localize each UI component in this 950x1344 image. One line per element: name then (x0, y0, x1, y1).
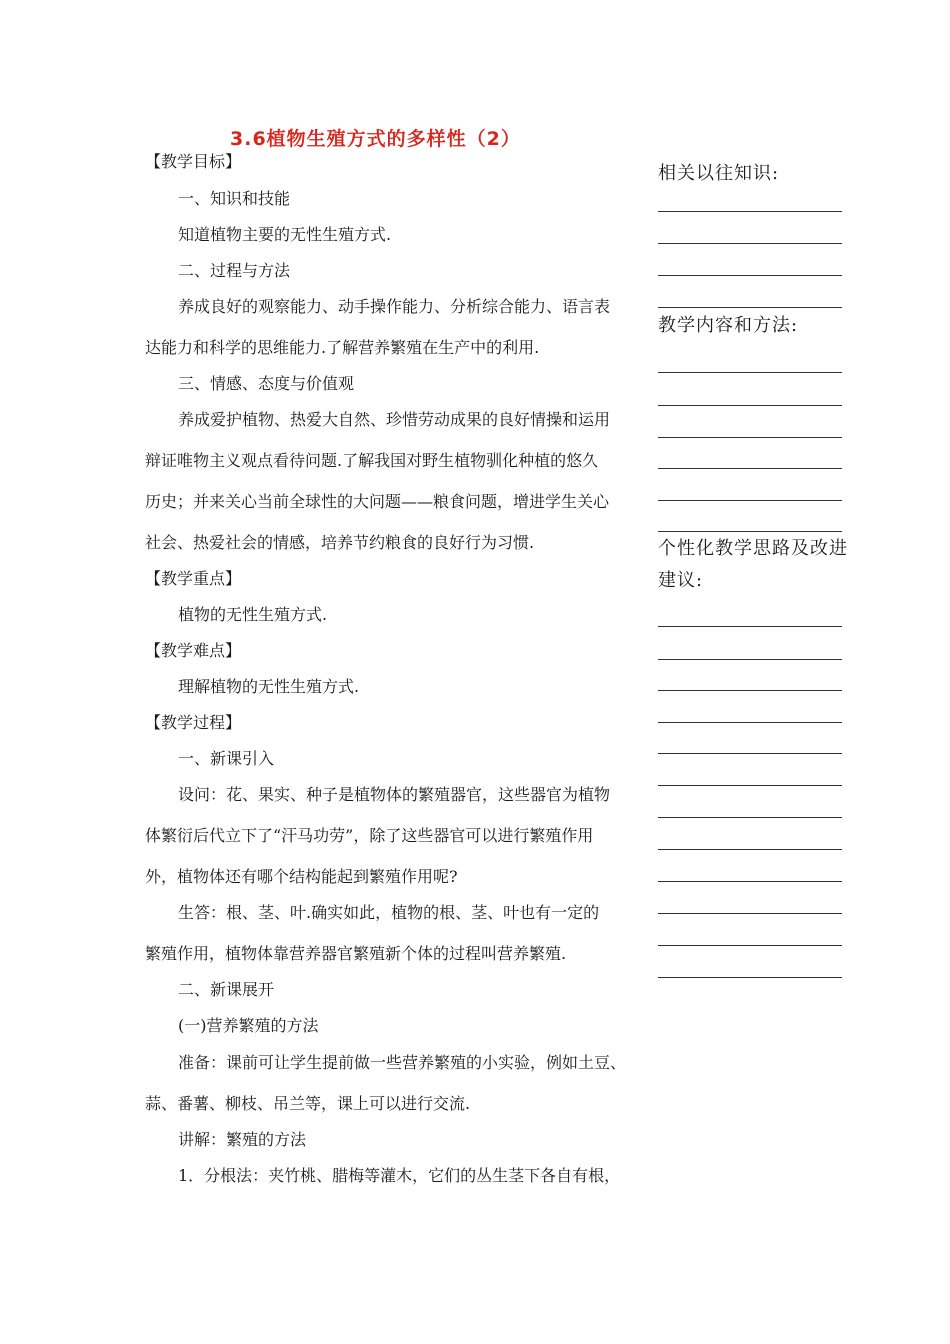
notes-blank-line (658, 372, 842, 373)
text-line: 外，植物体还有哪个结构能起到繁殖作用呢? (145, 867, 458, 886)
text-line: 设问：花、果实、种子是植物体的繁殖器官，这些器官为植物 (178, 785, 611, 804)
notes-blank-line (658, 626, 842, 627)
text-line: 理解植物的无性生殖方式. (178, 677, 360, 696)
text-line: 讲解：繁殖的方法 (178, 1130, 307, 1149)
notes-blank-line (658, 211, 842, 212)
text-line: 【教学难点】 (145, 641, 242, 660)
text-line: 蒜、番薯、柳枝、吊兰等，课上可以进行交流. (145, 1094, 471, 1113)
notes-blank-line (658, 817, 842, 818)
text-line: 准备：课前可让学生提前做一些营养繁殖的小实验，例如土豆、 (178, 1053, 627, 1072)
notes-blank-line (658, 437, 842, 438)
notes-blank-line (658, 500, 842, 501)
text-line: 【教学重点】 (145, 569, 242, 588)
text-line: 达能力和科学的思维能力.了解营养繁殖在生产中的利用. (145, 338, 540, 357)
notes-blank-line (658, 945, 842, 946)
notes-blank-line (658, 405, 842, 406)
prior-knowledge-heading: 相关以往知识: (658, 163, 780, 184)
notes-blank-line (658, 785, 842, 786)
text-line: 生答：根、茎、叶.确实如此，植物的根、茎、叶也有一定的 (178, 903, 600, 922)
text-line: (一)营养繁殖的方法 (178, 1016, 319, 1035)
text-line: 植物的无性生殖方式. (178, 605, 328, 624)
text-line: 二、过程与方法 (178, 261, 291, 280)
personal-ideas-heading-line1: 个性化教学思路及改进 (658, 538, 848, 559)
text-line: 1．分根法：夹竹桃、腊梅等灌木，它们的丛生茎下各自有根， (178, 1166, 621, 1185)
text-line: 社会、热爱社会的情感，培养节约粮食的良好行为习惯. (145, 533, 535, 552)
text-line: 体繁衍后代立下了“汗马功劳”，除了这些器官可以进行繁殖作用 (145, 826, 594, 845)
notes-blank-line (658, 753, 842, 754)
notes-blank-line (658, 243, 842, 244)
notes-blank-line (658, 849, 842, 850)
notes-blank-line (658, 881, 842, 882)
notes-blank-line (658, 468, 842, 469)
text-line: 【教学过程】 (145, 713, 242, 732)
text-line: 一、知识和技能 (178, 189, 291, 208)
notes-blank-line (658, 690, 842, 691)
text-line: 养成爱护植物、热爱大自然、珍惜劳动成果的良好情操和运用 (178, 410, 611, 429)
notes-blank-line (658, 659, 842, 660)
text-line: 一、新课引入 (178, 749, 275, 768)
notes-blank-line (658, 275, 842, 276)
notes-blank-line (658, 722, 842, 723)
page-title: 3.6植物生殖方式的多样性（2） (230, 128, 521, 150)
text-line: 知道植物主要的无性生殖方式. (178, 225, 392, 244)
notes-blank-line (658, 531, 842, 532)
text-line: 历史；并来关心当前全球性的大问题——粮食问题，增进学生关心 (145, 492, 610, 511)
content-methods-heading: 教学内容和方法: (658, 315, 799, 336)
text-line: 辩证唯物主义观点看待问题.了解我国对野生植物驯化种植的悠久 (145, 451, 599, 470)
text-line: 【教学目标】 (145, 152, 242, 171)
personal-ideas-heading-line2: 建议: (658, 570, 704, 591)
notes-blank-line (658, 307, 842, 308)
text-line: 三、情感、态度与价值观 (178, 374, 355, 393)
notes-blank-line (658, 977, 842, 978)
text-line: 繁殖作用，植物体靠营养器官繁殖新个体的过程叫营养繁殖. (145, 944, 567, 963)
text-line: 二、新课展开 (178, 980, 275, 999)
text-line: 养成良好的观察能力、动手操作能力、分析综合能力、语言表 (178, 297, 611, 316)
notes-blank-line (658, 913, 842, 914)
